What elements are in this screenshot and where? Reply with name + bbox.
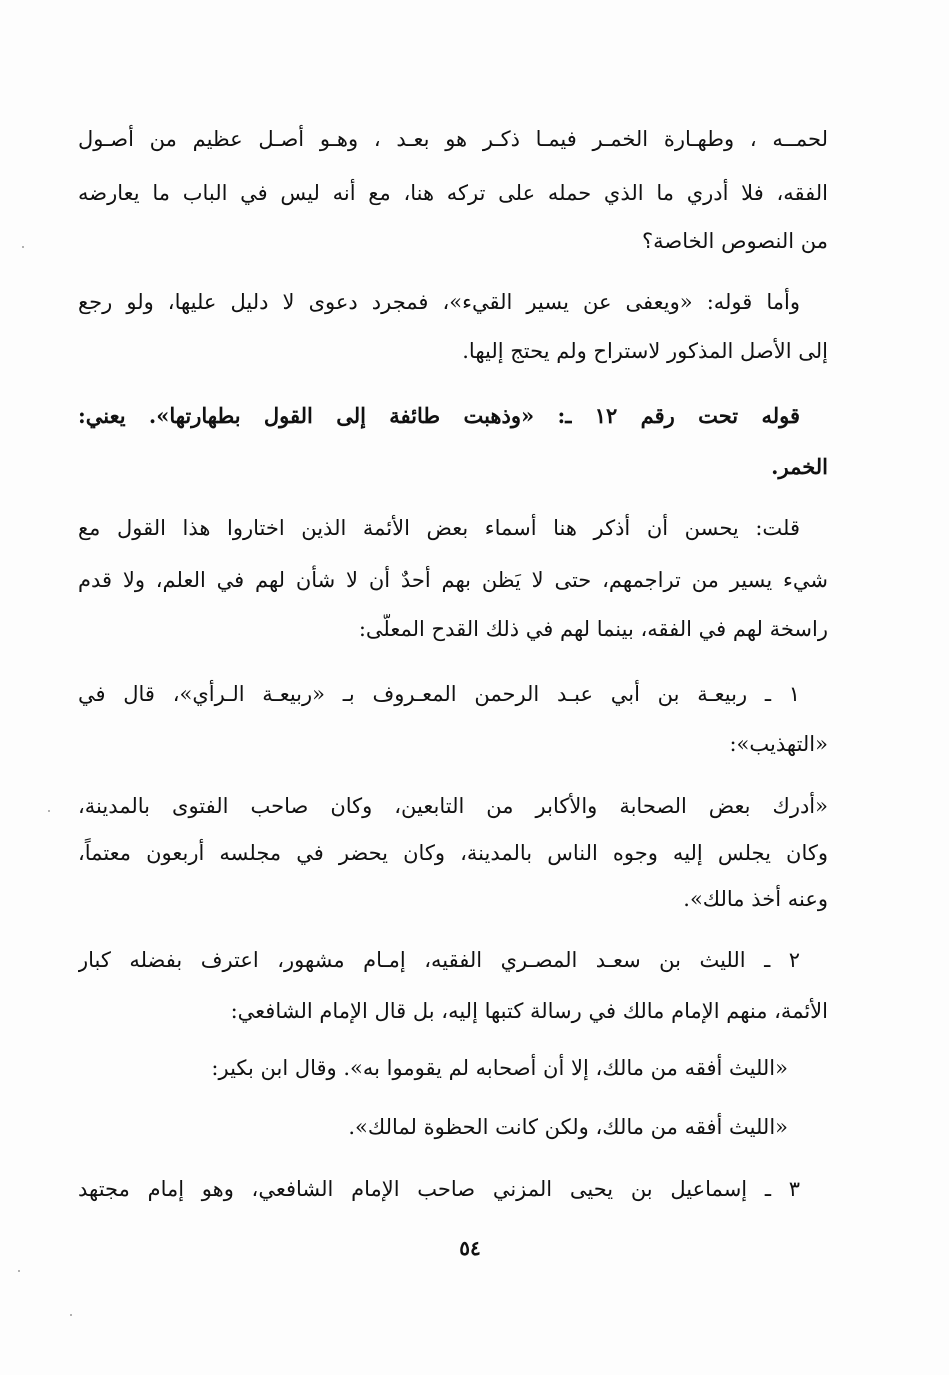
quote-line: «الليث أفقه من مالك، إلا أن أصحابه لم يقوموا به». وقال ابن بكير:	[211, 1056, 788, 1080]
list-item-line: الأئمة، منهم الإمام مالك في رسالة كتبها إليه، بل قال الإمام الشافعي:	[230, 999, 828, 1023]
scan-speck	[48, 810, 50, 812]
text-line: الفقه، فلا أدري ما الذي حمله على تركه هنا، مع أنه ليس في الباب ما يعارضه	[78, 181, 828, 205]
text-line: من النصوص الخاصة؟	[641, 229, 828, 253]
list-item-line: «التهذيب»:	[729, 732, 828, 756]
list-item-line: ٢ ـ الليث بن سعـد المصـري الفقيه، إمـام مشهور، اعترف بفضله كبار	[78, 948, 800, 972]
text-line: شيء يسير من تراجمهم، حتى لا يَظن بهم أحدٌ أن لا شأن لهم في العلم، ولا قدم	[78, 568, 828, 592]
text-line: لحمــه ، وطهـارة الخمـر فيمـا ذكـر هو بعـد ، وهـو أصـل عظيم من أصـول	[78, 127, 828, 151]
text-line: راسخة لهم في الفقه، بينما لهم في ذلك القدح المعلَّى:	[358, 617, 828, 641]
text-line: قلت: يحسن أن أذكر هنا أسماء بعض الأئمة الذين اختاروا هذا القول مع	[78, 516, 800, 540]
quote-line: «أدرك بعض الصحابة والأكابر من التابعين، وكان صاحب الفتوى بالمدينة،	[78, 794, 828, 818]
quote-line: وكان يجلس إليه وجوه الناس بالمدينة، وكان يحضر في مجلسه أربعون معتماً،	[78, 841, 828, 865]
scan-speck	[18, 1270, 20, 1272]
text-line: وأما قوله: «ويعفى عن يسير القيء»، فمجرد دعوى لا دليل عليها، ولو رجع	[78, 290, 800, 314]
body-text	[78, 0, 828, 1375]
section-heading-line: قوله تحت رقم ١٢ ـ: «وذهبت طائفة إلى القول بطهارتها». يعني:	[78, 403, 800, 428]
quote-line: «الليث أفقه من مالك، ولكن كانت الحظوة لمالك».	[348, 1115, 788, 1139]
list-item-line: ١ ـ ربيعـة بن أبي عبـد الرحمن المعـروف بـ «ربيعـة الـرأي»، قال في	[78, 682, 800, 706]
quote-line: وعنه أخذ مالك».	[683, 887, 828, 911]
page-number: ٥٤	[459, 1236, 481, 1260]
section-heading-line: الخمر.	[771, 454, 828, 479]
list-item-line: ٣ ـ إسماعيل بن يحيى المزني صاحب الإمام الشافعي، وهو إمام مجتهد	[78, 1177, 800, 1201]
scan-speck	[70, 1314, 72, 1316]
scan-speck	[22, 246, 24, 248]
text-line: إلى الأصل المذكور لاستراح ولم يحتج إليها.	[462, 339, 828, 363]
